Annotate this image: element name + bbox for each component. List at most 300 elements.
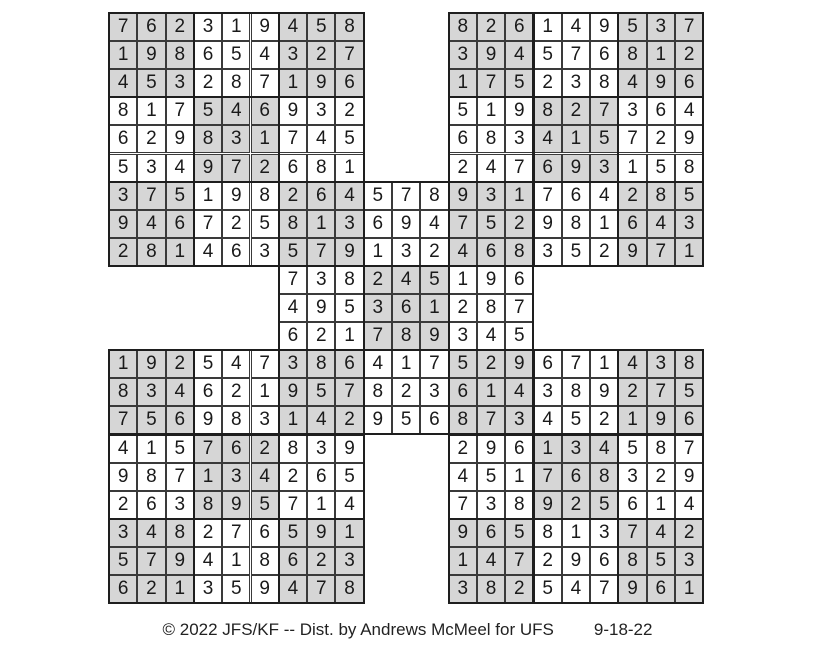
sudoku-cell: 7	[618, 125, 646, 153]
sudoku-cell: 8	[335, 266, 363, 294]
sudoku-cell: 3	[307, 97, 335, 125]
sudoku-cell: 5	[251, 491, 279, 519]
sudoku-cell: 9	[137, 350, 165, 378]
sudoku-cell: 5	[137, 69, 165, 97]
sudoku-cell: 6	[505, 266, 533, 294]
sudoku-cell: 1	[166, 238, 194, 266]
sudoku-cell: 5	[449, 97, 477, 125]
sudoku-cell: 8	[166, 41, 194, 69]
sudoku-cell: 3	[618, 97, 646, 125]
sudoku-cell: 9	[335, 238, 363, 266]
sudoku-cell: 2	[505, 210, 533, 238]
sudoku-cell: 3	[562, 435, 590, 463]
sudoku-cell: 6	[279, 547, 307, 575]
sudoku-cell: 7	[590, 97, 618, 125]
sudoku-cell: 2	[335, 406, 363, 434]
sudoku-cell: 6	[675, 406, 703, 434]
sudoku-cell: 3	[420, 378, 448, 406]
sudoku-cell: 9	[279, 97, 307, 125]
sudoku-cell: 1	[194, 463, 222, 491]
sudoku-cell: 7	[618, 519, 646, 547]
sudoku-cell: 6	[534, 154, 562, 182]
sudoku-cell: 4	[477, 322, 505, 350]
sudoku-cell: 4	[364, 350, 392, 378]
sudoku-cell: 6	[590, 41, 618, 69]
sudoku-cell: 8	[505, 238, 533, 266]
sudoku-cell: 2	[534, 547, 562, 575]
sudoku-cell: 9	[222, 491, 250, 519]
sudoku-cell: 3	[505, 406, 533, 434]
sudoku-cell: 8	[534, 97, 562, 125]
sudoku-cell: 1	[562, 125, 590, 153]
sudoku-cell: 6	[194, 378, 222, 406]
sudoku-cell: 6	[562, 463, 590, 491]
sudoku-cell: 8	[251, 182, 279, 210]
sudoku-cell: 6	[675, 69, 703, 97]
sudoku-cell: 9	[618, 575, 646, 603]
sudoku-cell: 8	[109, 97, 137, 125]
sudoku-cell: 8	[307, 154, 335, 182]
sudoku-cell: 8	[477, 294, 505, 322]
sudoku-cell: 1	[392, 350, 420, 378]
sudoku-cell: 2	[194, 519, 222, 547]
sudoku-cell: 4	[505, 378, 533, 406]
sudoku-cell: 3	[307, 435, 335, 463]
sudoku-cell: 1	[364, 238, 392, 266]
sudoku-cell: 5	[647, 154, 675, 182]
sudoku-cell: 7	[647, 238, 675, 266]
sudoku-cell: 9	[590, 13, 618, 41]
sudoku-cell: 2	[675, 41, 703, 69]
sudoku-cell: 7	[109, 13, 137, 41]
sudoku-cell: 5	[194, 97, 222, 125]
sudoku-cell: 1	[194, 182, 222, 210]
sudoku-cell: 6	[335, 350, 363, 378]
sudoku-cell: 3	[109, 519, 137, 547]
sudoku-cell: 3	[251, 238, 279, 266]
sudoku-cell: 9	[449, 182, 477, 210]
sudoku-cell: 2	[618, 182, 646, 210]
sudoku-cell: 8	[137, 463, 165, 491]
sudoku-cell: 8	[364, 378, 392, 406]
sudoku-cell: 7	[137, 182, 165, 210]
sudoku-cell: 8	[194, 491, 222, 519]
sudoku-cell: 5	[562, 238, 590, 266]
sudoku-cell: 5	[477, 463, 505, 491]
sudoku-cell: 2	[335, 97, 363, 125]
sudoku-cell: 7	[194, 435, 222, 463]
sudoku-cell: 1	[137, 97, 165, 125]
sudoku-cell: 2	[420, 238, 448, 266]
sudoku-cell: 4	[222, 97, 250, 125]
sudoku-cell: 3	[222, 463, 250, 491]
sudoku-cell: 7	[109, 406, 137, 434]
sudoku-cell: 3	[251, 406, 279, 434]
sudoku-cell: 6	[618, 210, 646, 238]
sudoku-cell: 7	[222, 154, 250, 182]
sudoku-cell: 5	[364, 182, 392, 210]
sudoku-cell: 3	[647, 350, 675, 378]
sudoku-cell: 4	[562, 575, 590, 603]
sudoku-cell: 6	[449, 378, 477, 406]
sudoku-cell: 5	[590, 491, 618, 519]
sudoku-cell: 3	[109, 182, 137, 210]
sudoku-cell: 8	[647, 435, 675, 463]
sudoku-cell: 8	[166, 519, 194, 547]
sudoku-cell: 7	[562, 350, 590, 378]
sudoku-cell: 6	[364, 210, 392, 238]
sudoku-cell: 7	[251, 69, 279, 97]
sudoku-cell: 9	[137, 41, 165, 69]
sudoku-cell: 4	[675, 97, 703, 125]
sudoku-cell: 4	[477, 154, 505, 182]
sudoku-cell: 4	[137, 210, 165, 238]
sudoku-cell: 3	[675, 547, 703, 575]
sudoku-cell: 7	[420, 350, 448, 378]
sudoku-cell: 4	[279, 575, 307, 603]
sudoku-cell: 5	[194, 350, 222, 378]
sudoku-cell: 1	[251, 378, 279, 406]
sudoku-cell: 9	[675, 125, 703, 153]
sudoku-cell: 8	[307, 350, 335, 378]
sudoku-cell: 1	[590, 350, 618, 378]
sudoku-cell: 2	[505, 575, 533, 603]
sudoku-cell: 5	[618, 435, 646, 463]
sudoku-cell: 7	[335, 378, 363, 406]
sudoku-cell: 3	[335, 547, 363, 575]
sudoku-cell: 5	[647, 547, 675, 575]
sudoku-cell: 6	[590, 547, 618, 575]
sudoku-cell: 5	[279, 238, 307, 266]
sudoku-cell: 1	[477, 378, 505, 406]
sudoku-cell: 1	[222, 547, 250, 575]
sudoku-cell: 3	[449, 322, 477, 350]
sudoku-cell: 5	[307, 13, 335, 41]
sudoku-cell: 7	[675, 13, 703, 41]
sudoku-cell: 5	[562, 406, 590, 434]
sudoku-cell: 3	[618, 463, 646, 491]
sudoku-cell: 9	[335, 435, 363, 463]
sudoku-cell: 1	[675, 575, 703, 603]
sudoku-cell: 1	[222, 13, 250, 41]
sudoku-cell: 6	[477, 519, 505, 547]
sudoku-cell: 2	[166, 13, 194, 41]
sudoku-cell: 3	[449, 575, 477, 603]
sudoku-cell: 1	[251, 125, 279, 153]
sudoku-cell: 4	[477, 547, 505, 575]
sudoku-cell: 7	[279, 266, 307, 294]
sudoku-cell: 8	[675, 154, 703, 182]
sudoku-cell: 3	[449, 41, 477, 69]
sudoku-cell: 5	[505, 69, 533, 97]
sudoku-cell: 5	[137, 406, 165, 434]
sudoku-cell: 1	[534, 13, 562, 41]
sudoku-cell: 1	[618, 154, 646, 182]
sudoku-cell: 3	[562, 69, 590, 97]
sudoku-cell: 3	[194, 575, 222, 603]
sudoku-cell: 1	[279, 406, 307, 434]
sudoku-cell: 1	[562, 519, 590, 547]
sudoku-cell: 2	[534, 69, 562, 97]
sudoku-cell: 1	[109, 350, 137, 378]
sudoku-cell: 8	[647, 182, 675, 210]
sudoku-cell: 5	[335, 294, 363, 322]
sudoku-cell: 6	[534, 350, 562, 378]
sudoku-cell: 5	[618, 13, 646, 41]
sudoku-cell: 4	[392, 266, 420, 294]
sudoku-cell: 7	[335, 41, 363, 69]
sudoku-cell: 5	[534, 41, 562, 69]
sudoku-cell: 9	[251, 13, 279, 41]
sudoku-cell: 2	[647, 125, 675, 153]
sudoku-cell: 5	[109, 154, 137, 182]
sudoku-cell: 6	[562, 182, 590, 210]
sudoku-cell: 7	[534, 463, 562, 491]
sudoku-cell: 4	[590, 435, 618, 463]
sudoku-cell: 4	[307, 406, 335, 434]
sudoku-cell: 5	[279, 519, 307, 547]
sudoku-cell: 9	[194, 154, 222, 182]
sudoku-cell: 7	[449, 491, 477, 519]
sudoku-cell: 1	[109, 41, 137, 69]
sudoku-cell: 5	[534, 575, 562, 603]
sudoku-cell: 8	[109, 378, 137, 406]
sudoku-cell: 3	[590, 154, 618, 182]
sudoku-cell: 9	[109, 210, 137, 238]
copyright-credit: © 2022 JFS/KF -- Dist. by Andrews McMeel for UFS	[162, 620, 554, 639]
sudoku-cell: 8	[194, 125, 222, 153]
sudoku-cell: 9	[534, 491, 562, 519]
sudoku-cell: 9	[590, 378, 618, 406]
sudoku-cell: 8	[335, 575, 363, 603]
sudoku-cell: 6	[137, 491, 165, 519]
sudoku-cell: 4	[166, 378, 194, 406]
sudoku-cell: 6	[307, 463, 335, 491]
sudoku-cell: 7	[364, 322, 392, 350]
sudoku-cell: 2	[137, 125, 165, 153]
sudoku-cell: 8	[251, 547, 279, 575]
sudoku-cell: 3	[534, 378, 562, 406]
sudoku-cell: 6	[279, 154, 307, 182]
sudoku-cell: 7	[505, 547, 533, 575]
sudoku-cell: 3	[279, 41, 307, 69]
sudoku-cell: 6	[166, 210, 194, 238]
sudoku-cell: 9	[477, 41, 505, 69]
sudoku-cell: 9	[307, 294, 335, 322]
sudoku-cell: 9	[279, 378, 307, 406]
sudoku-cell: 2	[279, 463, 307, 491]
sudoku-cell: 4	[449, 238, 477, 266]
sudoku-cell: 9	[534, 210, 562, 238]
sudoku-cell: 9	[505, 350, 533, 378]
sudoku-cell: 7	[279, 491, 307, 519]
sudoku-cell: 5	[335, 463, 363, 491]
sudoku-cell: 3	[364, 294, 392, 322]
sudoku-cell: 4	[675, 491, 703, 519]
sudoku-cell: 1	[647, 41, 675, 69]
sudoku-cell: 9	[505, 97, 533, 125]
sudoku-cell: 2	[307, 547, 335, 575]
sudoku-cell: 2	[307, 41, 335, 69]
sudoku-cell: 9	[166, 547, 194, 575]
sudoku-cell: 7	[166, 463, 194, 491]
sudoku-cell: 9	[449, 519, 477, 547]
sudoku-cell: 1	[279, 69, 307, 97]
sudoku-cell: 6	[647, 97, 675, 125]
sudoku-cell: 3	[166, 69, 194, 97]
sudoku-cell: 5	[166, 182, 194, 210]
sudoku-cell: 5	[222, 575, 250, 603]
sudoku-cell: 4	[534, 125, 562, 153]
sudoku-cell: 1	[618, 406, 646, 434]
sudoku-cell: 4	[194, 547, 222, 575]
sudoku-cell: 6	[251, 519, 279, 547]
sudoku-cell: 8	[335, 13, 363, 41]
sudoku-cell: 4	[335, 491, 363, 519]
sudoku-cell: 7	[222, 519, 250, 547]
sudoku-cell: 9	[364, 406, 392, 434]
sudoku-cell: 8	[392, 322, 420, 350]
sudoku-cell: 9	[307, 69, 335, 97]
sudoku-cell: 4	[647, 210, 675, 238]
sudoku-cell: 4	[194, 238, 222, 266]
sudoku-cell: 6	[505, 13, 533, 41]
sudoku-cell: 4	[534, 406, 562, 434]
sudoku-cell: 8	[534, 519, 562, 547]
sudoku-cell: 5	[109, 547, 137, 575]
sudoku-cell: 4	[279, 294, 307, 322]
sudoku-cell: 7	[647, 378, 675, 406]
sudoku-cell: 6	[449, 125, 477, 153]
sudoku-cell: 4	[166, 154, 194, 182]
sudoku-cell: 6	[477, 238, 505, 266]
sudoku-cell: 4	[279, 13, 307, 41]
sudoku-cell: 7	[307, 238, 335, 266]
sudoku-cell: 7	[251, 350, 279, 378]
sudoku-cell: 6	[222, 238, 250, 266]
sudoku-cell: 7	[477, 406, 505, 434]
sudoku-cell: 4	[618, 69, 646, 97]
sudoku-cell: 3	[279, 350, 307, 378]
sudoku-cell: 2	[251, 154, 279, 182]
sudoku-cell: 1	[449, 266, 477, 294]
puzzle-date: 9-18-22	[593, 620, 653, 639]
sudoku-cell: 7	[477, 69, 505, 97]
sudoku-cell: 9	[307, 519, 335, 547]
sudoku-cell: 2	[307, 322, 335, 350]
sudoku-cell: 6	[279, 322, 307, 350]
sudoku-cell: 9	[647, 69, 675, 97]
sudoku-cell: 6	[335, 69, 363, 97]
sudoku-cell: 9	[647, 406, 675, 434]
sudoku-cell: 3	[675, 210, 703, 238]
sudoku-cell: 1	[647, 491, 675, 519]
sudoku-cell: 5	[505, 519, 533, 547]
sudoku-cell: 3	[534, 238, 562, 266]
sudoku-cell: 5	[392, 406, 420, 434]
sudoku-cell: 1	[335, 322, 363, 350]
sudoku-cell: 8	[477, 125, 505, 153]
sudoku-cell: 9	[562, 154, 590, 182]
sudoku-cell: 7	[449, 210, 477, 238]
sudoku-cell: 2	[590, 406, 618, 434]
sudoku-cell: 3	[137, 154, 165, 182]
sudoku-cell: 7	[279, 125, 307, 153]
sudoku-cell: 8	[562, 378, 590, 406]
sudoku-cell: 5	[590, 125, 618, 153]
sudoku-cell: 5	[166, 435, 194, 463]
sudoku-cell: 2	[109, 491, 137, 519]
sudoku-cell: 9	[562, 547, 590, 575]
sudoku-cell: 1	[449, 547, 477, 575]
sudoku-cell: 3	[477, 491, 505, 519]
sudoku-cell: 8	[279, 435, 307, 463]
sudoku-cell: 2	[675, 519, 703, 547]
sudoku-cell: 2	[477, 350, 505, 378]
sudoku-cell: 6	[420, 406, 448, 434]
sudoku-cell: 2	[166, 350, 194, 378]
sudoku-cell: 8	[675, 350, 703, 378]
sudoku-cell: 2	[449, 294, 477, 322]
sudoku-cell: 7	[307, 575, 335, 603]
sudoku-cell: 8	[618, 547, 646, 575]
sudoku-cell: 4	[251, 41, 279, 69]
sudoku-cell: 6	[109, 575, 137, 603]
sudoku-cell: 3	[222, 125, 250, 153]
sudoku-cell: 1	[420, 294, 448, 322]
sudoku-cell: 3	[477, 182, 505, 210]
sudoku-cell: 1	[505, 463, 533, 491]
sudoku-cell: 4	[222, 350, 250, 378]
sudoku-cell: 1	[335, 519, 363, 547]
sudoku-cell: 2	[137, 575, 165, 603]
sudoku-cell: 7	[675, 435, 703, 463]
sudoku-cell: 6	[194, 41, 222, 69]
sudoku-cell: 4	[647, 519, 675, 547]
sudoku-cell: 1	[137, 435, 165, 463]
sudoku-cell: 6	[307, 182, 335, 210]
sudoku-cell: 4	[449, 463, 477, 491]
sudoku-cell: 3	[194, 13, 222, 41]
sudoku-cell: 7	[505, 294, 533, 322]
sudoku-cell: 6	[166, 406, 194, 434]
sudoku-cell: 8	[477, 575, 505, 603]
sudoku-cell: 1	[449, 69, 477, 97]
sudoku-cell: 5	[675, 182, 703, 210]
sudoku-cell: 7	[534, 182, 562, 210]
sudoku-cell: 1	[590, 210, 618, 238]
sudoku-cell: 4	[109, 435, 137, 463]
sudoku-cell: 7	[505, 154, 533, 182]
sudoku-cell: 7	[166, 97, 194, 125]
sudoku-cell: 3	[647, 13, 675, 41]
sudoku-cell: 4	[590, 182, 618, 210]
sudoku-cell: 2	[449, 154, 477, 182]
sudoku-cell: 2	[449, 435, 477, 463]
sudoku-cell: 6	[392, 294, 420, 322]
sudoku-cell: 8	[222, 406, 250, 434]
sudoku-cell: 8	[590, 463, 618, 491]
sudoku-cell: 5	[307, 378, 335, 406]
sudoku-cell: 6	[222, 435, 250, 463]
sudoku-cell: 2	[109, 238, 137, 266]
sudoku-cell: 5	[675, 378, 703, 406]
sudoku-cell: 8	[590, 69, 618, 97]
sudoku-cell: 9	[251, 575, 279, 603]
sudoku-cell: 6	[137, 13, 165, 41]
sudoku-cell: 2	[647, 463, 675, 491]
sudoku-cell: 2	[251, 435, 279, 463]
